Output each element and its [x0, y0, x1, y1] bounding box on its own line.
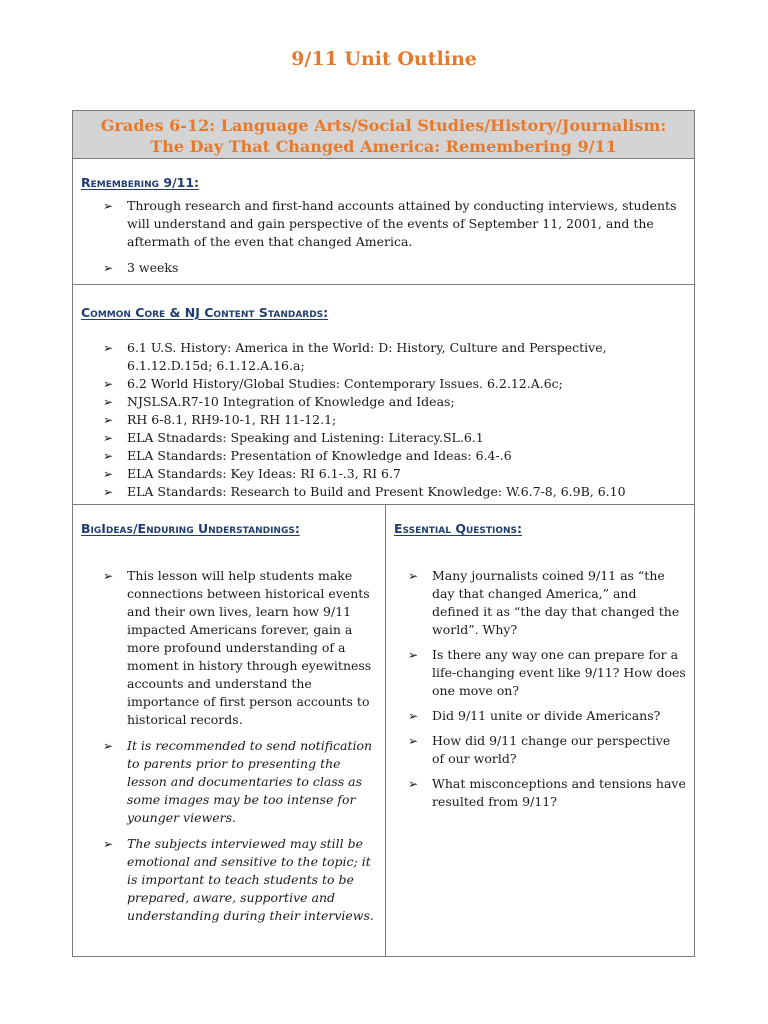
list-item: ➢ Many journalists coined 9/11 as “the day that changed America,” and defined it as “the day that changed the world”. Why? — [408, 568, 680, 637]
list-item: ➢ NJSLSA.R7-10 Integration of Knowledge and Ideas; — [103, 394, 455, 409]
list-item: ➢ The subjects interviewed may still be emotional and sensitive to the topic; it is important to teach students to be prepared, aware, supportive and understanding during their interviews. — [103, 836, 374, 923]
list-item: ➢ How did 9/11 change our perspective of our world? — [408, 733, 671, 766]
arrow-bullet-icon: ➢ — [103, 413, 114, 427]
arrow-bullet-icon: ➢ — [103, 261, 114, 275]
arrow-bullet-icon: ➢ — [103, 431, 114, 445]
list-item: ➢ ELA Standards: Key Ideas: RI 6.1-.3, RI 6.7 — [103, 466, 401, 481]
list-item: ➢ 3 weeks — [103, 260, 179, 275]
arrow-bullet-icon: ➢ — [408, 569, 419, 583]
list-item: ➢ RH 6-8.1, RH9-10-1, RH 11-12.1; — [103, 412, 337, 427]
arrow-bullet-icon: ➢ — [103, 341, 114, 355]
list-item: ➢ What misconceptions and tensions have resulted from 9/11? — [408, 776, 686, 809]
big-ideas-section — [73, 505, 386, 956]
arrow-bullet-icon: ➢ — [408, 709, 419, 723]
list-item: ➢ ELA Stnadards: Speaking and Listening: Literacy.SL.6.1 — [103, 430, 484, 445]
big-ideas-list — [97, 567, 379, 925]
arrow-bullet-icon: ➢ — [103, 199, 114, 213]
arrow-bullet-icon: ➢ — [103, 377, 114, 391]
list-item: ➢ Did 9/11 unite or divide Americans? — [408, 708, 661, 723]
remembering-heading: Remembering 9/11: — [81, 175, 200, 190]
list-item: ➢ 6.1 U.S. History: America in the World: D: History, Culture and Perspective, 6.1.12.D.15d; 6.1.12.A.16.a; — [103, 340, 607, 373]
arrow-bullet-icon: ➢ — [408, 648, 419, 662]
big-ideas-heading: BigIdeas/Enduring Understandings: — [81, 521, 300, 536]
grades-header — [73, 111, 694, 159]
list-item: ➢ It is recommended to send notification to parents prior to presenting the lesson and documentaries to class as some images may be too intense for younger viewers. — [103, 738, 373, 825]
standards-heading: Common Core & NJ Content Standards: — [81, 305, 329, 320]
header-line-2: The Day That Changed America: Remembering 9/11 — [150, 137, 617, 156]
list-item: ➢ Is there any way one can prepare for a life-changing event like 9/11? How does one move on? — [408, 647, 686, 698]
essential-questions-section — [386, 505, 694, 956]
outline-table — [72, 110, 695, 957]
arrow-bullet-icon: ➢ — [103, 837, 114, 851]
arrow-bullet-icon: ➢ — [103, 739, 114, 753]
essential-questions-heading: Essential Questions: — [394, 521, 523, 536]
page-title: 9/11 Unit Outline — [291, 48, 477, 70]
arrow-bullet-icon: ➢ — [408, 734, 419, 748]
arrow-bullet-icon: ➢ — [103, 467, 114, 481]
remembering-list — [97, 197, 687, 277]
essential-questions-list — [402, 567, 686, 811]
list-item: ➢ This lesson will help students make connections between historical events and their own lives, learn how 9/11 impacted Americans forever, gain a more profound understanding of a moment in history through eyewitness accounts and understand the importance of first person accounts to historical records. — [103, 568, 372, 727]
arrow-bullet-icon: ➢ — [103, 485, 114, 499]
list-item: ➢ ELA Standards: Presentation of Knowledge and Ideas: 6.4-.6 — [103, 448, 512, 463]
remembering-section — [73, 159, 694, 285]
arrow-bullet-icon: ➢ — [103, 569, 114, 583]
standards-section — [73, 285, 694, 505]
arrow-bullet-icon: ➢ — [103, 449, 114, 463]
arrow-bullet-icon: ➢ — [408, 777, 419, 791]
header-line-1: Grades 6-12: Language Arts/Social Studies/History/Journalism: — [100, 116, 667, 135]
list-item: ➢ 6.2 World History/Global Studies: Contemporary Issues. 6.2.12.A.6c; — [103, 376, 563, 391]
standards-list — [97, 339, 687, 501]
list-item: ➢ ELA Standards: Research to Build and Present Knowledge: W.6.7-8, 6.9B, 6.10 — [103, 484, 626, 499]
list-item: ➢ Through research and first-hand accounts attained by conducting interviews, students will understand and gain perspective of the events of September 11, 2001, and the aftermath of the even that changed America. — [103, 198, 677, 249]
arrow-bullet-icon: ➢ — [103, 395, 114, 409]
